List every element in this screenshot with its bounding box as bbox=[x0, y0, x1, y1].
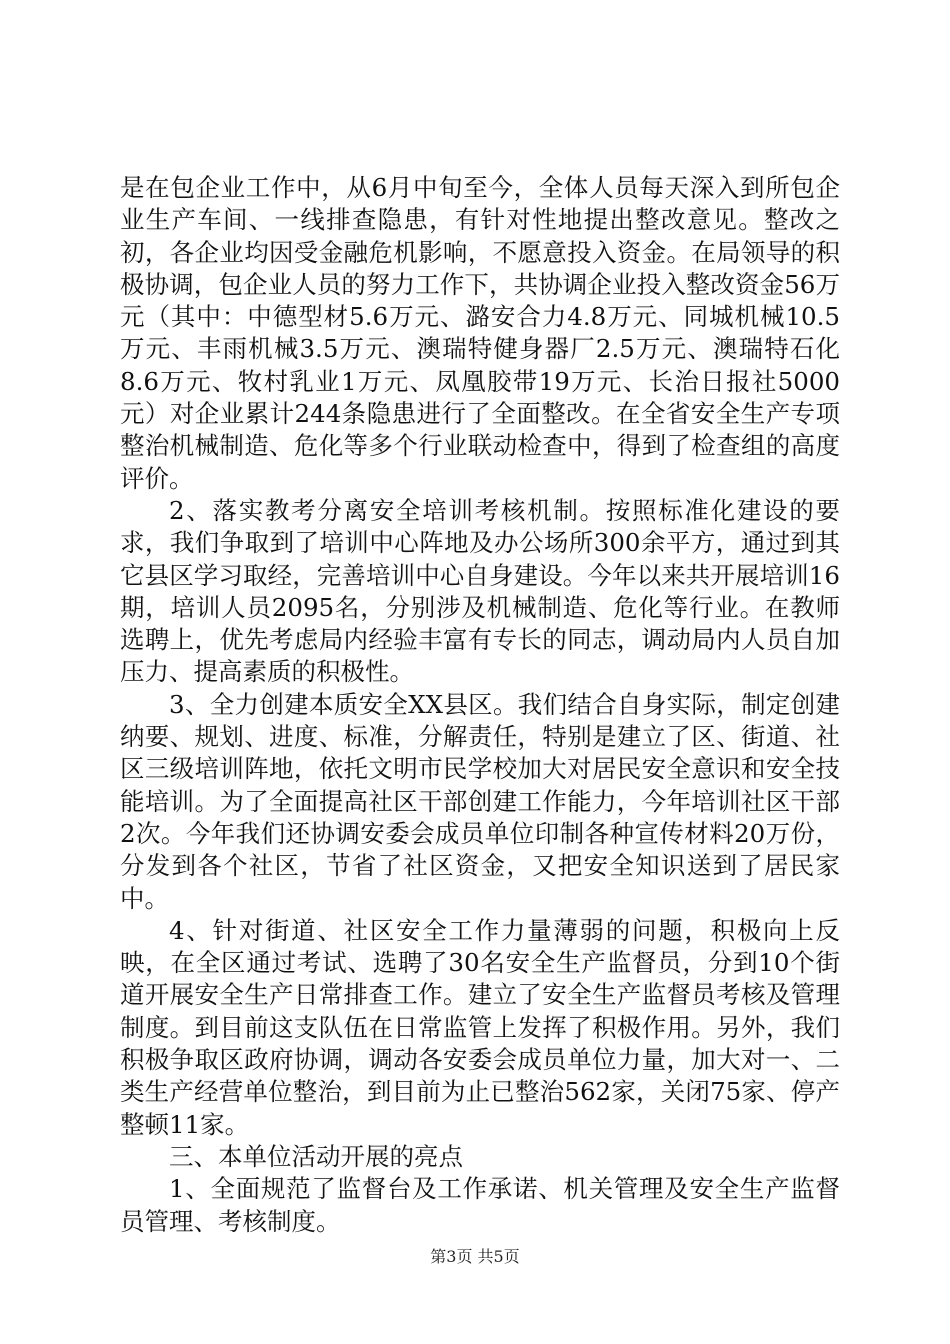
section-heading-highlights: 三、本单位活动开展的亮点 bbox=[169, 1141, 463, 1171]
document-body bbox=[120, 172, 840, 1238]
paragraph-standardization: 1、全面规范了监督台及工作承诺、机关管理及安全生产监督员管理、考核制度。 bbox=[120, 1174, 840, 1236]
page-number-footer: 第3页 共5页 bbox=[430, 1247, 520, 1266]
paragraph-supervisors: 4、针对街道、社区安全工作力量薄弱的问题，积极向上反映，在全区通过考试、选聘了30名安全生产监督员，分到10个街道开展安全生产日常排查工作。建立了安全生产监督员考核及管理制度。到目前这支队伍在日常监管上发挥了积极作用。另外，我们积极争取区政府协调，调动各安委会成员单位力量，加大对一、二类生产经营单位整治，到目前为止已整治562家，关闭75家、停产整顿11家。 bbox=[120, 915, 840, 1139]
paragraph-continued: 是在包企业工作中，从6月中旬至今，全体人员每天深入到所包企业生产车间、一线排查隐患，有针对性地提出整改意见。整改之初，各企业均因受金融危机影响，不愿意投入资金。在局领导的积极协调，包企业人员的努力工作下，共协调企业投入整改资金56万元（其中：中德型材5.6万元、潞安合力4.8万元、同城机械10.5万元、丰雨机械3.5万元、澳瑞特健身器厂2.5万元、澳瑞特石化8.6万元、牧村乳业1万元、凤凰胶带19万元、长治日报社5000元）对企业累计244条隐患进行了全面整改。在全省安全生产专项整治机械制造、危化等多个行业联动检查中，得到了检查组的高度评价。 bbox=[120, 173, 840, 493]
paragraph-training-mechanism: 2、落实教考分离安全培训考核机制。按照标准化建设的要求，我们争取到了培训中心阵地及办公场所300余平方，通过到其它县区学习取经，完善培训中心自身建设。今年以来共开展培训16期，培训人员2095名，分别涉及机械制造、危化等行业。在教师选聘上，优先考虑局内经验丰富有专长的同志，调动局内人员自加压力、提高素质的积极性。 bbox=[120, 495, 840, 687]
paragraph-safety-county: 3、全力创建本质安全XX县区。我们结合自身实际，制定创建纳要、规划、进度、标准，分解责任，特别是建立了区、街道、社区三级培训阵地，依托文明市民学校加大对居民安全意识和安全技能培训。为了全面提高社区干部创建工作能力，今年培训社区干部2次。今年我们还协调安委会成员单位印制各种宣传材料20万份，分发到各个社区，节省了社区资金，又把安全知识送到了居民家中。 bbox=[120, 689, 840, 913]
